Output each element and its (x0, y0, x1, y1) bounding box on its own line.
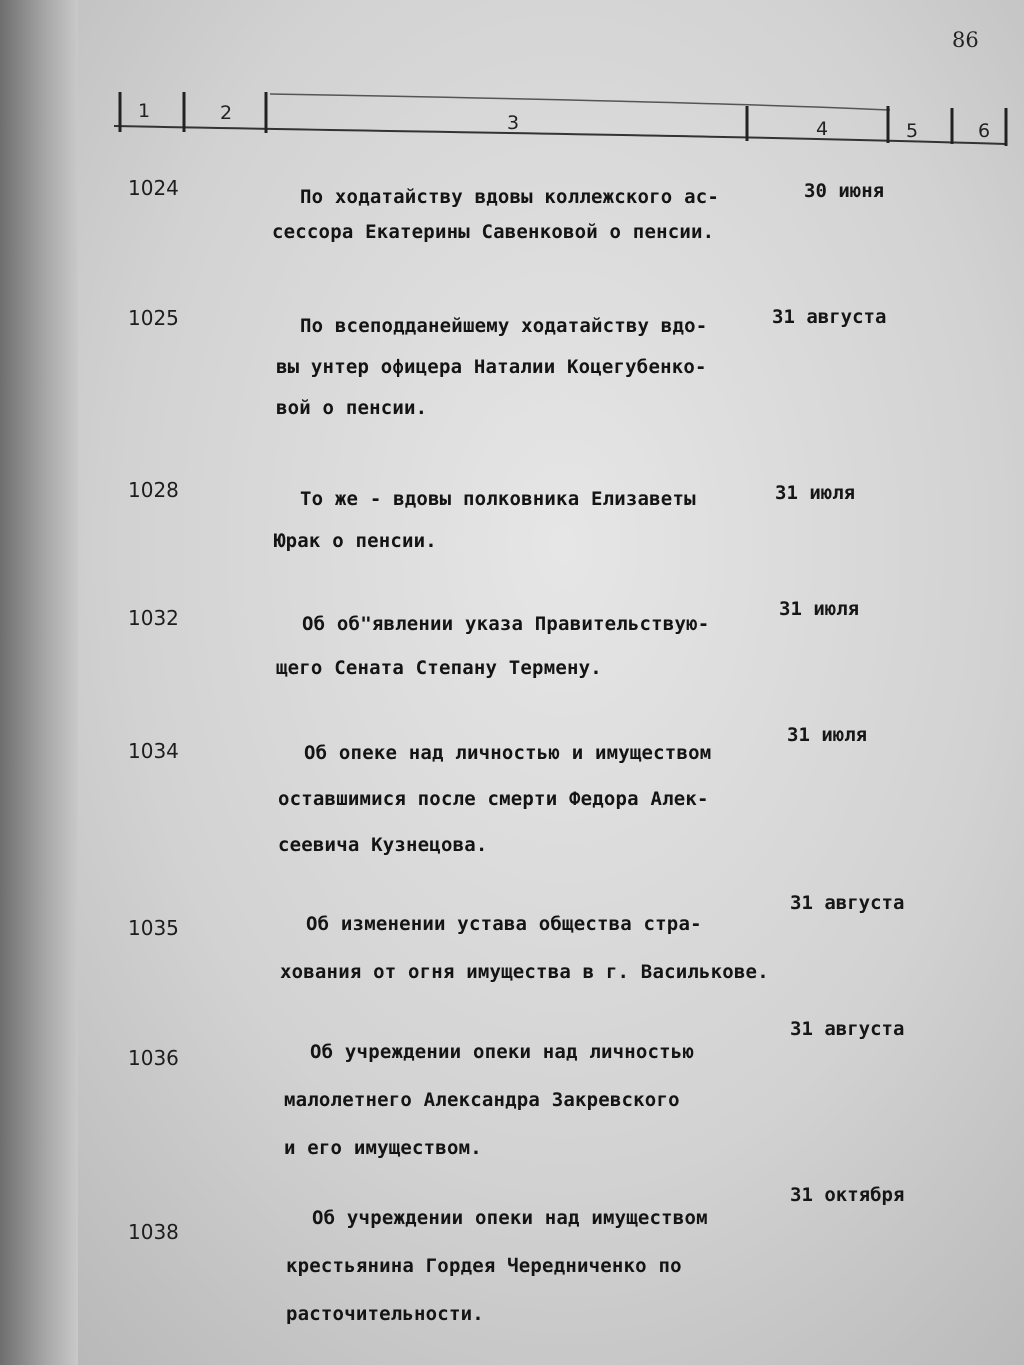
entry-line: щего Сената Степану Термену. (276, 657, 602, 679)
entry-number: 1038 (128, 1220, 179, 1244)
entry-number: 1025 (128, 306, 179, 330)
entry-line: По ходатайству вдовы коллежского ас- (300, 186, 720, 208)
entry-description (276, 602, 710, 690)
entry-date: 31 августа (772, 306, 887, 328)
page-number: 86 (952, 28, 979, 52)
entry-line: То же - вдовы полковника Елизаветы (300, 488, 696, 510)
entry-line: Об об"явлении указа Правительствую- (302, 613, 710, 635)
entry-date: 31 октября (790, 1184, 905, 1206)
entry-line: Об учреждении опеки над имуществом (312, 1207, 708, 1229)
entry-description (276, 306, 708, 429)
entry-number: 1032 (128, 606, 179, 630)
entry-line: хования от огня имущества в г. Василькове. (280, 961, 769, 983)
column-2-label: 2 (220, 102, 233, 124)
column-3-label: 3 (507, 112, 520, 134)
entry-date: 31 июля (775, 482, 856, 504)
binding-gutter (0, 0, 78, 1365)
entry-line: сеевича Кузнецова. (278, 834, 488, 856)
entry-description (284, 1028, 695, 1172)
entry-line: Юрак о пенсии. (274, 530, 437, 552)
column-5-label: 5 (906, 120, 919, 142)
entry-date: 30 июня (804, 180, 885, 202)
entry-line: Об изменении устава общества стра- (306, 913, 702, 935)
column-header (110, 88, 1010, 150)
entry-line: вой о пенсии. (276, 397, 428, 419)
entry-number: 1034 (128, 739, 179, 763)
entry-line: и его имуществом. (284, 1137, 482, 1159)
entry-line: крестьянина Гордея Чередниченко по (286, 1255, 682, 1277)
column-header-rules (110, 88, 1010, 150)
entry-number: 1024 (128, 176, 179, 200)
entry-line: оставшимися после смерти Федора Алек- (278, 788, 709, 810)
entry-date: 31 июля (779, 598, 860, 620)
entry-line: Об учреждении опеки над личностью (310, 1041, 695, 1063)
column-6-label: 6 (978, 120, 991, 142)
entry-number: 1035 (128, 916, 179, 940)
entry-description (274, 478, 696, 562)
entry-line: расточительности. (286, 1303, 484, 1325)
entry-description (278, 730, 712, 868)
column-1-label: 1 (138, 100, 151, 122)
entry-description (280, 900, 769, 996)
entry-number: 1028 (128, 478, 179, 502)
entry-line: Об опеке над личностью и имуществом (304, 742, 712, 764)
entry-date: 31 июля (787, 724, 868, 746)
entry-date: 31 августа (790, 1018, 905, 1040)
entry-number: 1036 (128, 1046, 179, 1070)
entry-date: 31 августа (790, 892, 905, 914)
entry-line: малолетнего Александра Закревского (284, 1089, 680, 1111)
entry-description (272, 180, 720, 250)
entry-line: сессора Екатерины Савенковой о пенсии. (272, 221, 715, 243)
entry-line: По всеподданейшему ходатайству вдо- (300, 315, 708, 337)
column-4-label: 4 (816, 118, 829, 140)
entry-line: вы унтер офицера Наталии Коцегубенко- (276, 356, 707, 378)
entry-description (286, 1194, 708, 1338)
